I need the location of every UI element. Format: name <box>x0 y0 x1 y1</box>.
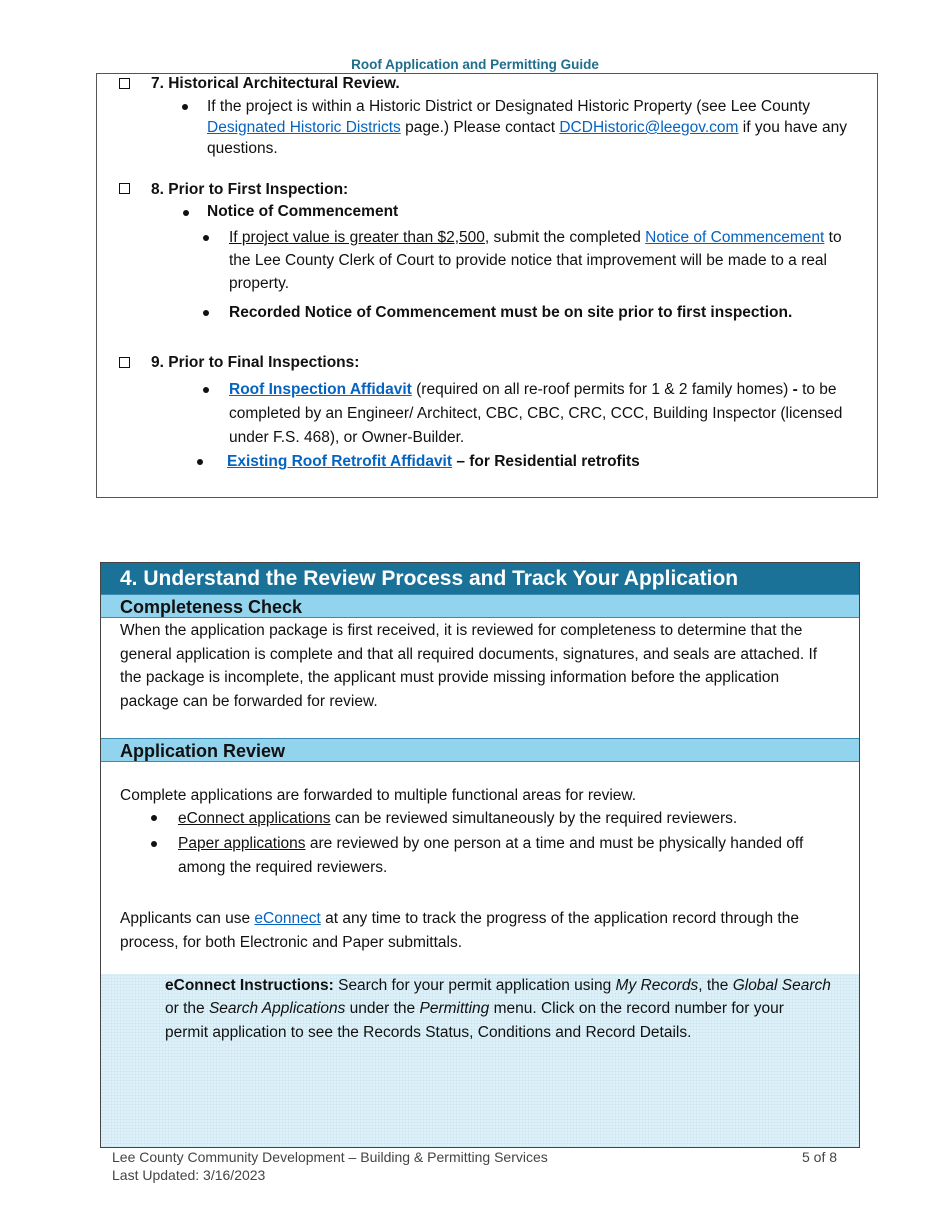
document-header: Roof Application and Permitting Guide <box>351 57 599 72</box>
bullet-icon <box>203 310 209 316</box>
historic-email-link[interactable]: DCDHistoric@leegov.com <box>559 119 739 136</box>
review-bullet-2: Paper applications are reviewed by one person at a time and must be physically handed off <box>178 835 804 852</box>
item-9-bullet-1-line2: completed by an Engineer/ Architect, CBC, CBC, CRC, CCC, Building Inspector (licensed <box>229 405 843 422</box>
completeness-line-4: package can be forwarded for review. <box>120 693 378 710</box>
notice-of-commencement-link[interactable]: Notice of Commencement <box>645 229 825 246</box>
completeness-line-3: the package is incomplete, the applicant must provide missing information before the application <box>120 669 780 686</box>
completeness-check-heading: Completeness Check <box>101 594 859 618</box>
item-7-text-line3: questions. <box>207 140 278 157</box>
bullet-icon <box>183 210 189 216</box>
item-9-bullet-1: Roof Inspection Affidavit (required on all re-roof permits for 1 & 2 family homes) - to be <box>229 381 837 398</box>
item-8-bullet-1-line2: the Lee County Clerk of Court to provide notice that improvement will be made to a real <box>229 252 827 269</box>
bullet-icon <box>151 815 157 821</box>
footer-organization: Lee County Community Development – Building & Permitting Services <box>112 1149 548 1165</box>
econnect-link[interactable]: eConnect <box>254 910 321 927</box>
footer-page-number: 5 of 8 <box>802 1149 838 1165</box>
bullet-icon <box>151 841 157 847</box>
checkbox-item-9[interactable] <box>119 357 130 368</box>
application-review-heading: Application Review <box>101 738 859 762</box>
review-bullet-1: eConnect applications can be reviewed simultaneously by the required reviewers. <box>178 810 738 827</box>
completeness-line-2: general application is complete and that all required documents, signatures, and seals are attached. If <box>120 646 818 663</box>
section-review-process <box>100 562 860 1148</box>
bullet-icon <box>203 235 209 241</box>
review-intro: Complete applications are forwarded to multiple functional areas for review. <box>120 787 637 804</box>
track-text: Applicants can use eConnect at any time to track the progress of the application record through the <box>120 910 799 927</box>
section-title: 4. Understand the Review Process and Track Your Application <box>101 563 859 594</box>
instructions-line-2: or the Search Applications under the Permitting menu. Click on the record number for your <box>165 1000 784 1017</box>
item-7-text: If the project is within a Historic District or Designated Historic Property (see Lee County <box>207 98 811 115</box>
designated-historic-districts-link[interactable]: Designated Historic Districts <box>207 119 401 136</box>
checkbox-item-7[interactable] <box>119 78 130 89</box>
item-8-subtitle: Notice of Commencement <box>207 203 399 220</box>
review-bullet-2-line2: among the required reviewers. <box>178 859 388 876</box>
footer-last-updated: Last Updated: 3/16/2023 <box>112 1167 266 1183</box>
item-9-title: 9. Prior to Final Inspections: <box>151 354 360 371</box>
item-8-bullet-1-line3: property. <box>229 275 290 292</box>
bullet-icon <box>203 387 209 393</box>
track-text-line2: process, for both Electronic and Paper submittals. <box>120 934 463 951</box>
checkbox-item-8[interactable] <box>119 183 130 194</box>
roof-inspection-affidavit-link[interactable]: Roof Inspection Affidavit <box>229 381 412 398</box>
instructions-line-3: permit application to see the Records Status, Conditions and Record Details. <box>165 1024 692 1041</box>
item-9-bullet-2: Existing Roof Retrofit Affidavit – for Residential retrofits <box>227 453 640 470</box>
bullet-icon <box>182 104 188 110</box>
item-7-title: 7. Historical Architectural Review. <box>151 75 400 92</box>
existing-roof-retrofit-affidavit-link[interactable]: Existing Roof Retrofit Affidavit <box>227 453 453 470</box>
item-8-title: 8. Prior to First Inspection: <box>151 181 349 198</box>
item-9-bullet-1-line3: under F.S. 468), or Owner-Builder. <box>229 429 465 446</box>
item-8-bullet-2: Recorded Notice of Commencement must be on site prior to first inspection. <box>229 304 793 321</box>
econnect-instructions-box <box>101 974 859 1147</box>
item-7-text-line2: Designated Historic Districts page.) Please contact DCDHistoric@leegov.com if you have any <box>207 119 848 136</box>
item-8-bullet-1: If project value is greater than $2,500, submit the completed Notice of Commencement to <box>229 229 842 246</box>
completeness-line-1: When the application package is first received, it is reviewed for completeness to determine that the <box>120 622 803 639</box>
bullet-icon <box>197 459 203 465</box>
instructions-line-1: eConnect Instructions: Search for your permit application using My Records, the Global Search <box>165 977 831 994</box>
